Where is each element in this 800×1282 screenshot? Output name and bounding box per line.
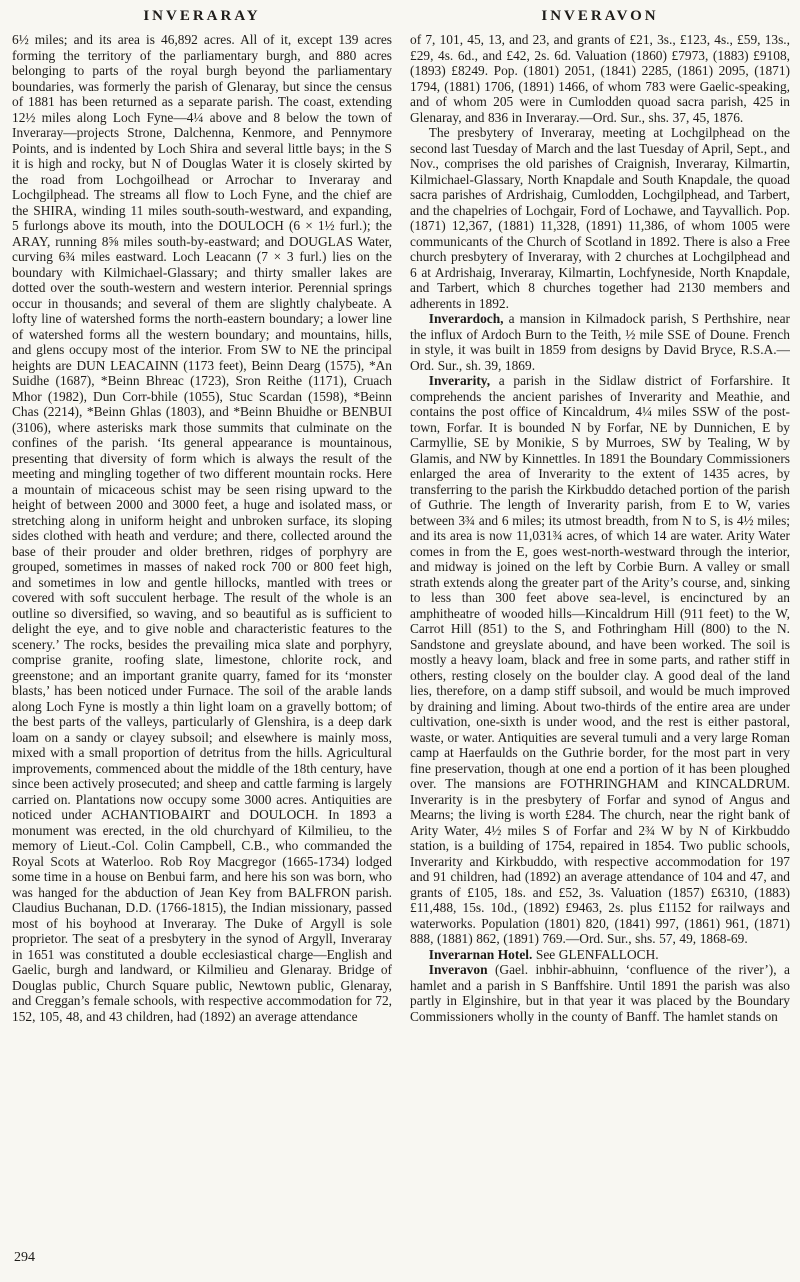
paragraph-presbytery-of-inveraray: The presbytery of Inveraray, meeting at Lochgilphead on the second last Tuesday of March and the last Tuesday of April, Sept., and Nov., comprises the old parishes of Craignish, Inveraray, Kilmartin, Kilmichael-Glassary, North Knapdale and South Knapdale, the quoad sacra parishes of Ardrishaig, Cumlodden, Lochgilphead, and Tarbert, and the chapelries of Lochgair, Ford of Lochawe, and Tayvallich. Pop. (1871) 12,367, (1881) 11,328, (1891) 11,386, of whom 1005 were communicants of the Church of Scotland in 1892. There is also a Free church presbytery of Inveraray, with 2 churches at Lochgilphead and 6 at Ardrishaig, Inveraray, Kilmartin, Lochfyneside, North Knapdale, and Tarbert, which 8 churches together had 2130 members and adherents in 1892. (410, 125, 790, 311)
entry-headword-inveravon: Inveravon (428, 962, 488, 977)
entry-inverarity (410, 373, 790, 947)
page-number: 294 (14, 1250, 35, 1265)
entry-headword-inverarity: Inverarity, (428, 373, 491, 388)
right-column (410, 32, 790, 1244)
entry-body-inverardoch: a mansion in Kilmadock parish, S Perthshire, near the influx of Ardoch Burn to the Teith, ½ mile SSE of Doune. French in style, it was built in 1859 from designs by David Bryce, R.S.A.—Ord. Sur., sh. 39, 1869. (410, 311, 790, 373)
paragraph-inveraray-continuation: 6½ miles; and its area is 46,892 acres. All of it, except 139 acres forming the territory of the parliamentary burgh, and 880 acres belonging to parts of the royal burgh beyond the parliamentary boundaries, was formerly the parish of Glenaray, but since the census of 1881 has been returned as a separate parish. The coast, extending 12½ miles along Loch Fyne—4¼ above and 8 below the town of Inveraray—projects Strone, Dalchenna, Kenmore, and Pennymore Points, and is indented by Loch Shira and several little bays; in the S it is high and rocky, but N of Douglas Water it is closely skirted by the road from Lochgoilhead or Arrochar to Inveraray and Lochgilphead. The streams all flow to Loch Fyne, and the chief are the SHIRA, winding 11 miles south-south-westward, and expanding, 5 furlongs above its mouth, into the DOULOCH (6 × 1½ furl.); the ARAY, running 8⅝ miles south-by-eastward; and DOUGLAS Water, curving 6¾ miles eastward. Loch Leacann (7 × 3 furl.) lies on the boundary with Kilmichael-Glassary; and thirty smaller lakes are dotted over the south-western and western interior. Perennial springs occur in thousands; and several of them are slightly chalybeate. A lofty line of watershed forms the north-eastern boundary; a lower line of watershed forms all the western boundary; and mountains, hills, and glens occupy most of the interior. From SW to NE the principal heights are DUN LEACAINN (1173 feet), Beinn Dearg (1575), *An Suidhe (1687), *Beinn Bhreac (1723), Sron Reithe (1171), Cruach Mhor (1982), Dun Corr-bhile (1055), Stuc Scardan (1598), *Beinn Chas (2214), *Beinn Ghlas (1803), and *Beinn Bhuidhe or BENBUI (3106), where asterisks mark those summits that culminate on the confines of the parish. ‘Its general appearance is mountainous, presenting that diversity of form which is always the result of the meeting and mingling together of two different mountain rocks. Here a mountain of micaceous schist may be seen rising upward to the height of between 2000 and 3000 feet, a huge and isolated mass, or stretching along in uniform height and unbroken surface, its sloping sides clothed with heath and verdure; and there, collected around the base of their prouder and older brethren, ridges of porphyry are grouped, sometimes in masses of naked rock 700 or 800 feet high, and sometimes in low and gentle hillocks, mantled with trees or covered with soft succulent herbage. The result of the whole is an outline so diversified, so waving, and so beautiful as is sufficient to delight the eye, and to give noble and characteristic features to the scenery.’ The rocks, besides the prevailing mica slate and porphyry, comprise granite, roofing slate, limestone, chlorite rock, and greenstone; and an important granite quarry, famed for its ‘monster blasts,’ has been noticed under Furnace. The soil of the arable lands along Loch Fyne is mostly a thin light loam on a gravelly bottom; of the best parts of the valleys, particularly of Glenshira, is a deep dark loam on a sandy or clayey subsoil; and elsewhere is mainly moss, mixed with a small proportion of detritus from the hills. Agricultural improvements, commenced about the middle of the 18th century, have since been actively prosecuted; and sheep and cattle farming is largely carried on. Plantations now occupy some 3000 acres. Antiquities are noticed under ACHANTIOBAIRT and DOULOCH. In 1893 a monument was erected, in the old churchyard of Kilmilieu, to the memory of Lieut.-Col. Colin Campbell, C.B., who commanded the Royal Scots at Waterloo. Rob Roy Macgregor (1665-1734) lodged some time in a house on Benbui farm, and here his son was born, who was hanged for the abduction of Jean Key from BALFRON parish. Claudius Buchanan, D.D. (1766-1815), the Indian missionary, passed most of his boyhood at Inveraray. The Duke of Argyll is sole proprietor. The seat of a presbytery in the synod of Argyll, Inveraray in 1651 was constituted a double ecclesiastical charge—English and Gaelic, burgh and landward, or Kilmilieu and Glenaray. Bridge of Douglas public, Church Square public, Newtown public, Glenaray, and Creggan’s female schools, with respective accommodation for 72, 152, 105, 48, and 43 children, had (1892) an average attendance (12, 32, 392, 1024)
paragraph-inveraray-statistics: of 7, 101, 45, 13, and 23, and grants of £21, 3s., £123, 4s., £59, 13s., £29, 4s. 6d., and £42, 2s. 6d. Valuation (1860) £7973, (1883) £9108, (1893) £8249. Pop. (1801) 2051, (1841) 2285, (1861) 2095, (1871) 1794, (1881) 1706, (1891) 1466, of whom 783 were Gaelic-speaking, and of whom 205 were in Cumlodden quoad sacra parish, 425 in Glenaray, and 836 in Inveraray.—Ord. Sur., shs. 37, 45, 1876. (410, 32, 790, 125)
left-running-head: INVERARAY (143, 8, 261, 24)
entry-headword-inverardoch: Inverardoch, (428, 311, 504, 326)
text-columns (12, 32, 790, 1244)
entry-inverardoch (410, 311, 790, 373)
entry-inverarnan-hotel (410, 947, 790, 963)
left-column (12, 32, 392, 1244)
running-heads (12, 8, 790, 25)
entry-body-inverarity: a parish in the Sidlaw district of Forfarshire. It comprehends the ancient parishes of Inverarity and Meathie, and contains the post office of Kincaldrum, 4¼ miles SSW of the post-town, Forfar. It is bounded N by Forfar, NE by Dunnichen, E by Carmyllie, SE by Monikie, S by Murroes, SW by Tealing, W by Glamis, and NW by Kinnettles. In 1891 the Boundary Commissioners enlarged the area of Inverarity to the extent of 1435 acres, by transferring to the parish the Kirkbuddo detached portion of the parish of Guthrie. The length of Inverarity parish, from E to W, varies between 3¾ and 6 miles; its utmost breadth, from N to S, is 4½ miles; and its area is now 11,031¾ acres, of which 14 are water. Arity Water comes in from the E, goes west-north-westward through the interior, and midway is joined on the left by Corbie Burn. A valley or small strath extends along the greater part of the Arity’s course, and, sinking to less than 300 feet above sea-level, is encinctured by an amphitheatre of wooded hills—Kincaldrum Hill (911 feet) to the W, Carrot Hill (851) to the S, and Fothringham Hill (800) to the N. Sandstone and greyslate abound, and have been worked. The soil is mostly a heavy loam, black and free in some parts, and rather stiff in others, resting closely on the boulder clay. A good deal of the land lies, therefore, on a damp stiff subsoil, and would be much improved by draining and liming. About two-thirds of the entire area are under cultivation, one-sixth is under wood, and the rest is either pastoral, waste, or water. Antiquities are several tumuli and a very large Roman camp at Haerfaulds on the Guthrie border, for the most part in very fine preservation, though at one end a portion of it has been ploughed over. The mansions are FOTHRINGHAM and KINCALDRUM. Inverarity is in the presbytery of Forfar and synod of Angus and Mearns; the living is worth £284. The church, near the right bank of Arity Water, 4½ miles S of Forfar and 2¾ W by N of Kirkbuddo station, is a building of 1754, repaired in 1854. Two public schools, Inverarity and Kirkbuddo, with respective accommodation for 197 and 91 children, had (1892) an average attendance of 104 and 47, and grants of £105, 18s. and £52, 3s. Valuation (1857) £6310, (1883) £11,488, 15s. 10d., (1892) £9463, 2s. plus £1152 for railways and waterworks. Population (1801) 820, (1841) 997, (1861) 961, (1871) 888, (1881) 862, (1891) 769.—Ord. Sur., shs. 57, 49, 1868-69. (410, 373, 790, 946)
entry-inveravon (410, 962, 790, 1024)
entry-body-inveravon: (Gael. inbhir-abhuinn, ‘confluence of the river’), a hamlet and a parish in S Banffshire. Until 1891 the parish was also partly in Elginshire, but in that year it was placed by the Boundary Commissioners wholly in the county of Banff. The hamlet stands on (410, 962, 790, 1024)
entry-headword-inverarnan-hotel: Inverarnan Hotel. (428, 946, 533, 962)
entry-body-inverarnan-hotel: See GLENFALLOCH. (532, 946, 659, 962)
right-running-head: INVERAVON (541, 8, 659, 24)
